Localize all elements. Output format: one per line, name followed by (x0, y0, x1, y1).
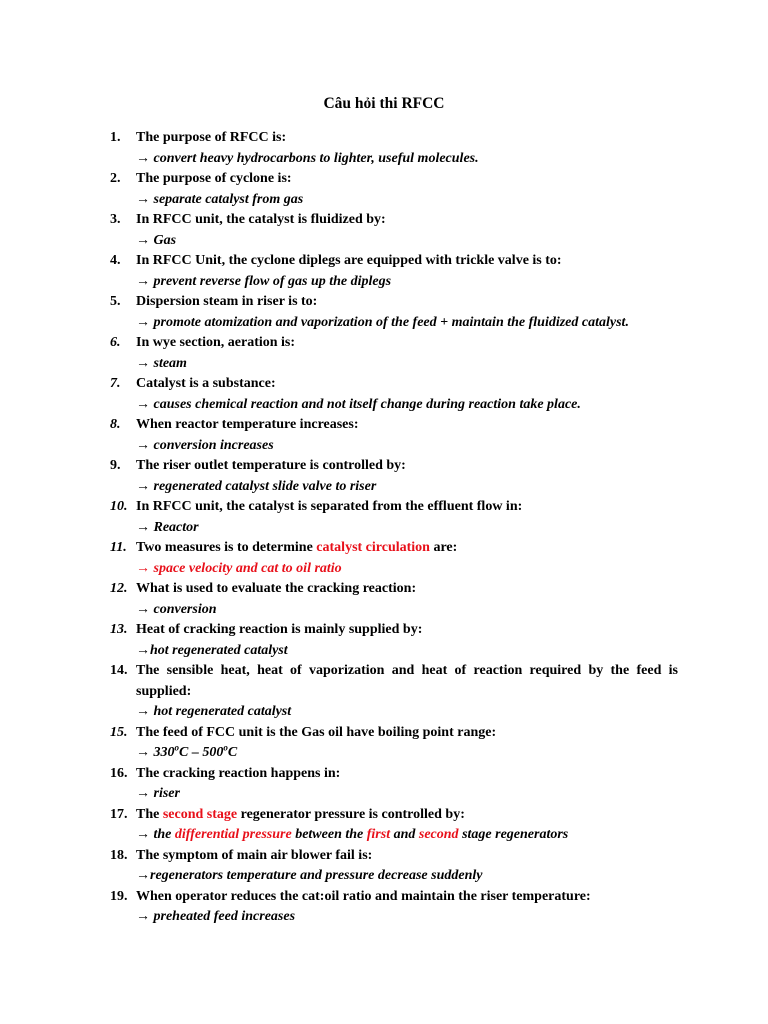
answer-text-part: → the (136, 827, 175, 842)
answer-text: → regenerated catalyst slide valve to riser (136, 478, 377, 494)
question-text: In RFCC Unit, the cyclone diplegs are equipped with trickle valve is to: (136, 253, 562, 268)
question-number: 15. (110, 724, 128, 740)
question-text (136, 538, 678, 559)
question-number: 3. (110, 212, 121, 227)
question-item (0, 128, 768, 169)
answer-text: → conversion increases (136, 437, 274, 453)
question-number: 12. (110, 581, 128, 596)
question-number: 19. (110, 888, 128, 904)
question-item (0, 456, 768, 497)
question-text: In wye section, aeration is: (136, 335, 296, 350)
question-item (0, 579, 768, 620)
question-item (0, 723, 768, 764)
question-number: 16. (110, 765, 128, 781)
question-text: In RFCC unit, the catalyst is fluidized by: (136, 212, 386, 227)
question-text: The sensible heat, heat of vaporization and heat of reaction required by the feed is supplied: (136, 663, 678, 699)
question-item (0, 292, 768, 333)
question-text: When operator reduces the cat:oil ratio and maintain the riser temperature: (136, 888, 591, 904)
question-item (0, 415, 768, 456)
question-number: 2. (110, 171, 121, 186)
answer-text: → separate catalyst from gas (136, 191, 304, 207)
question-number: 1. (110, 130, 121, 145)
question-text: Heat of cracking reaction is mainly supplied by: (136, 622, 423, 637)
answer-text: → space velocity and cat to oil ratio (136, 560, 342, 576)
degree-sign: o (174, 742, 179, 753)
question-list (0, 128, 768, 928)
answer-text: → Gas (136, 232, 177, 248)
question-text (136, 805, 678, 826)
question-item (0, 764, 768, 805)
answer-text: →regenerators temperature and pressure decrease suddenly (136, 868, 483, 883)
highlighted-term: first (366, 827, 391, 842)
answer-text-part: between the (291, 827, 367, 842)
question-text: The feed of FCC unit is the Gas oil have boiling point range: (136, 724, 497, 740)
question-text: When reactor temperature increases: (136, 417, 359, 432)
answer-text-part: and (390, 827, 419, 842)
highlighted-term: second stage (162, 806, 238, 822)
question-number: 11. (110, 540, 127, 555)
question-text-part: The (136, 806, 163, 822)
document-title: Câu hỏi thi RFCC (323, 95, 445, 112)
answer-text: →hot regenerated catalyst (136, 642, 288, 658)
question-text: Dispersion steam in riser is to: (136, 294, 318, 309)
question-number: 10. (110, 499, 128, 514)
question-number: 9. (110, 458, 121, 473)
highlighted-term: catalyst circulation (316, 540, 430, 555)
question-text: What is used to evaluate the cracking reaction: (136, 581, 417, 596)
question-number: 8. (110, 417, 121, 432)
highlighted-term: differential pressure (174, 827, 292, 842)
answer-text (136, 743, 768, 764)
question-number: 6. (110, 335, 121, 350)
answer-text: → riser (136, 786, 180, 801)
question-number: 14. (110, 663, 128, 678)
question-text: The purpose of cyclone is: (136, 171, 292, 186)
answer-text: → hot regenerated catalyst (136, 704, 292, 719)
question-text-part: regenerator pressure is controlled by: (237, 806, 465, 822)
question-number: 17. (110, 806, 128, 822)
question-text: In RFCC unit, the catalyst is separated from the effluent flow in: (136, 499, 523, 514)
question-item (0, 887, 768, 928)
answer-text-part: stage regenerators (458, 827, 569, 842)
question-number: 5. (110, 294, 121, 309)
question-text: The symptom of main air blower fail is: (136, 847, 373, 863)
highlighted-term: second (418, 827, 459, 842)
answer-text: → conversion (136, 601, 217, 617)
question-text: The purpose of RFCC is: (136, 130, 287, 145)
question-number: 7. (110, 376, 121, 391)
question-number: 13. (110, 622, 128, 637)
question-item (0, 210, 768, 251)
question-text-part: Two measures is to determine (136, 540, 317, 555)
question-item (0, 661, 768, 723)
answer-text: → preheated feed increases (136, 909, 296, 924)
answer-text: → promote atomization and vaporization of the feed + maintain the fluidized catalyst. (136, 314, 629, 330)
question-number: 18. (110, 847, 128, 863)
question-item (0, 497, 768, 538)
answer-text-part: C – 500 (179, 745, 224, 760)
degree-sign: o (223, 742, 228, 753)
answer-text: → prevent reverse flow of gas up the diplegs (136, 273, 392, 289)
question-item (0, 805, 768, 846)
answer-text-part: C (227, 745, 238, 760)
question-item (0, 251, 768, 292)
question-item (0, 846, 768, 887)
answer-text: → causes chemical reaction and not itself change during reaction take place. (136, 396, 581, 412)
answer-text-part: → 330 (136, 745, 175, 760)
question-item (0, 333, 768, 374)
question-text: Catalyst is a substance: (136, 376, 276, 391)
question-text-part: are: (429, 540, 458, 555)
question-item (0, 620, 768, 661)
answer-text: → convert heavy hydrocarbons to lighter, useful molecules. (136, 150, 479, 166)
answer-text (136, 825, 768, 846)
question-item (0, 374, 768, 415)
question-text: The cracking reaction happens in: (136, 765, 341, 781)
answer-text: → Reactor (136, 519, 199, 535)
answer-text: → steam (136, 355, 187, 371)
question-item (0, 169, 768, 210)
question-text: The riser outlet temperature is controlled by: (136, 458, 406, 473)
question-item (0, 538, 768, 579)
question-number: 4. (110, 253, 121, 268)
